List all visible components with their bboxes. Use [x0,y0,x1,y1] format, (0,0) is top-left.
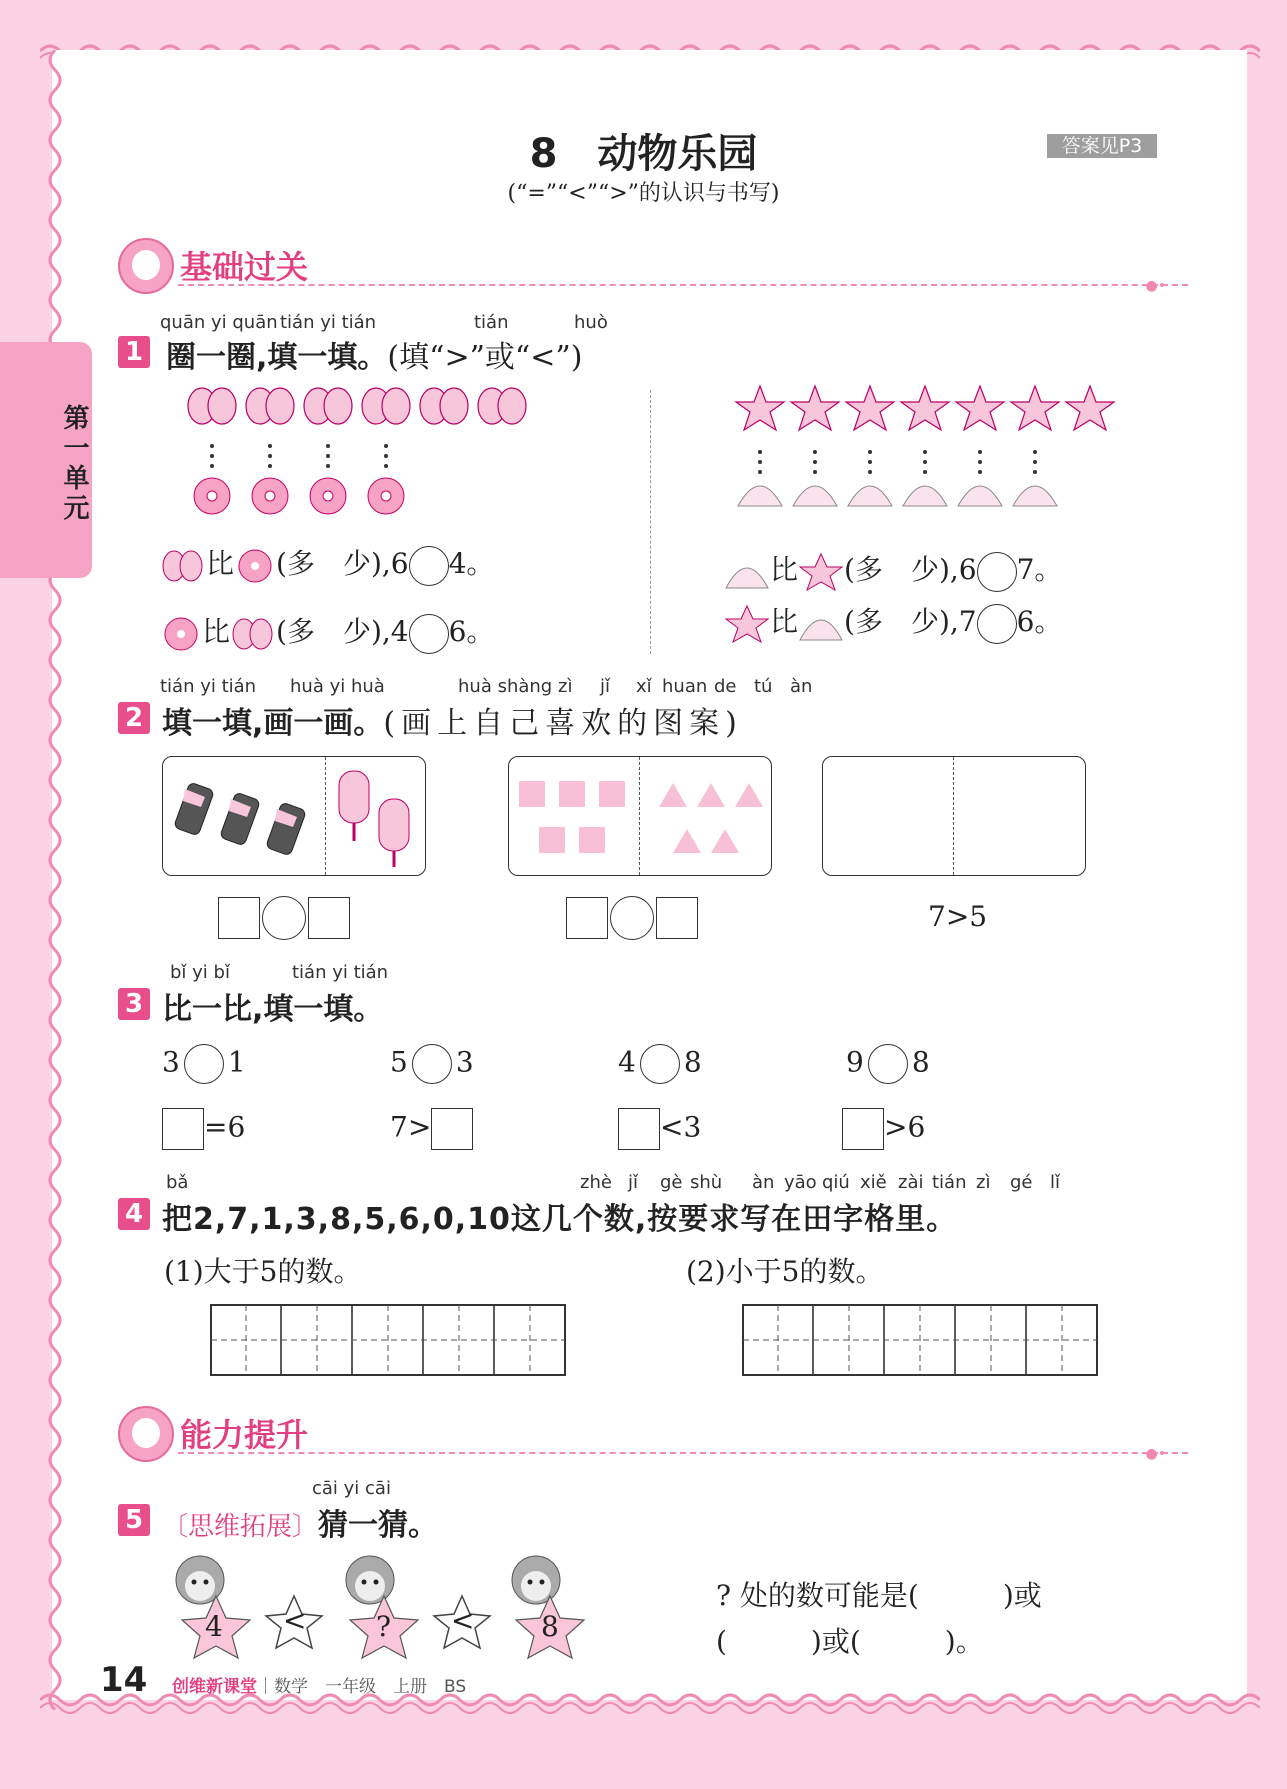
q4-pinyin-12: gé [1010,1172,1033,1193]
answer-circle[interactable] [977,552,1017,592]
question-number: 2 [118,702,150,734]
q5-line1: ? 处的数可能是( )或 [716,1579,1042,1612]
butterfly-icon [304,388,352,424]
answer-circle[interactable] [262,896,306,940]
q4-pinyin-13: lǐ [1050,1172,1061,1193]
q1-pinyin-3: tián [474,312,509,333]
q2-pinyin-2: huà yi huà [290,676,385,697]
answer-circle[interactable] [409,614,449,654]
q2-panel-2 [508,756,772,876]
q4-pinyin-8: xiě [860,1172,887,1193]
q1-note: (填“>”或“<”) [387,340,583,375]
answer-circle[interactable] [409,546,449,586]
answer-box[interactable] [431,1108,473,1150]
flower-icon [310,478,346,514]
shell-icon [958,486,1002,506]
q3-compare-1: 3 1 [162,1044,246,1084]
section-divider [178,1452,1188,1454]
monkey-icon [346,1556,394,1604]
unit-tab-label: 第一单元 [59,404,89,524]
q3-pinyin-1: bǐ yi bǐ [170,962,230,983]
q4-pinyin-1: zhè [580,1172,612,1193]
shell-icon [1013,486,1057,506]
q3-text: 比一比,填一填。 [162,992,384,1027]
q1-right-line2: 比 (多 少),7 6。 [724,600,1062,644]
starfish-icon [736,386,784,430]
q5-text: 〔思维拓展〕猜一猜。 [162,1508,439,1543]
shell-icon [903,486,947,506]
flower-icon [234,548,276,584]
q4-pinyin-3: gè [660,1172,683,1193]
question-number: 1 [118,336,150,368]
q2-panel-1 [162,756,426,876]
section-title: 能力提升 [180,1416,309,1454]
footer-info: 数学 一年级 上册 BS [274,1677,467,1697]
q3-pinyin-2: tián yi tián [292,962,389,983]
squares-triangles-illustration [509,757,771,875]
starfish-icon [1066,386,1114,430]
unit-tab [0,342,92,578]
q2-answer-2 [566,896,698,940]
starfish-icon [956,386,1004,430]
star-number-left: 4 [205,1610,223,1643]
starfish-icon [901,386,949,430]
question-number: 3 [118,988,150,1020]
q1-pinyin-2: tián yi tián [280,312,377,333]
q2-pinyin-10: àn [790,676,813,697]
butterfly-icon [420,388,468,424]
answer-circle[interactable] [868,1044,908,1084]
q2-text: 填一填,画一画。(画上自己喜欢的图案) [162,706,743,741]
starfish-icon [1011,386,1059,430]
q4-pinyin-7: qiú [822,1172,850,1193]
answer-box[interactable] [842,1108,884,1150]
starfish-icon [798,552,844,592]
q2-pinyin-9: tú [754,676,773,697]
q4-pinyin-2: jǐ [628,1172,639,1193]
section-title: 基础过关 [180,248,309,286]
question-number: 5 [118,1504,150,1536]
answer-box[interactable] [218,897,260,939]
starfish-shell-illustration [734,384,1124,524]
starfish-icon [791,386,839,430]
butterfly-icon [362,388,410,424]
q3-fill-2: 7> [390,1108,473,1150]
flower-icon [368,478,404,514]
q4-pinyin-9: zài [898,1172,924,1193]
less-than-sign-1: < [283,1604,307,1637]
dots-icon: ●• [1145,1446,1166,1462]
page-subtitle: (“=”“<”“>”的认识与书写) [507,181,780,206]
answer-reference-badge: 答案见P3 [1047,134,1157,158]
q4-pinyin-11: zì [976,1172,991,1193]
monkey-logo-icon [118,1406,174,1462]
butterfly-icon [230,616,276,652]
q2-answer-1 [218,896,350,940]
q2-panel3-label: 7>5 [928,900,988,933]
q4-pinyin-6: yāo [784,1172,817,1193]
answer-box[interactable] [656,897,698,939]
flower-icon [252,478,288,514]
q5-pinyin: cāi yi cāi [312,1478,391,1499]
footer-brand: 创维新课堂｜数学 一年级 上册 BS [172,1677,467,1697]
q3-compare-2: 5 3 [390,1044,474,1084]
q5-line2: ( )或( )。 [716,1625,984,1658]
q4-part2: (2)小于5的数。 [686,1255,884,1288]
q2-pinyin-3: huà shàng [458,676,553,697]
q4-part1: (1)大于5的数。 [164,1255,362,1288]
answer-circle[interactable] [610,896,654,940]
starfish-icon [724,604,770,644]
flower-icon [194,478,230,514]
answer-box[interactable] [308,897,350,939]
q4-pinyin-5: àn [752,1172,775,1193]
q3-compare-3: 4 8 [618,1044,702,1084]
q2-pinyin-1: tián yi tián [160,676,257,697]
q2-pinyin-5: jǐ [600,676,611,697]
q1-right-line1: 比 (多 少),6 7。 [724,548,1062,592]
starfish-icon [846,386,894,430]
shell-icon [724,554,770,590]
q2-pinyin-6: xǐ [636,676,652,697]
shell-icon [798,606,844,642]
q1-left-line2: 比 (多 少),4 6。 [160,610,494,654]
tian-grid-right[interactable] [742,1304,1100,1378]
shell-icon [738,486,782,506]
q4-pinyin-ba: bǎ [166,1172,189,1193]
butterfly-flower-illustration [180,384,540,524]
q1-pinyin-4: huò [574,312,608,333]
section-header-basic [118,238,1166,294]
q4-text: 把2,7,1,3,8,5,6,0,10这几个数,按要求写在田字格里。 [162,1202,958,1237]
q1-pinyin-1: quān yi quān [160,312,278,333]
star-number-right: 8 [541,1610,559,1643]
answer-circle[interactable] [184,1044,224,1084]
answer-circle[interactable] [640,1044,680,1084]
q3-fill-1: =6 [162,1108,245,1150]
question-number: 4 [118,1198,150,1230]
answer-circle[interactable] [412,1044,452,1084]
q2-pinyin-4: zì [558,676,573,697]
less-than-sign-2: < [451,1604,475,1637]
section-divider [178,284,1188,286]
q4-pinyin-4: shù [690,1172,723,1193]
q3-fill-4: >6 [842,1108,925,1150]
q5-tag: 〔思维拓展〕 [162,1512,319,1542]
star-number-mid: ? [376,1610,392,1643]
flower-icon [160,616,202,652]
column-divider [650,390,651,654]
wavy-border-left [40,50,70,1710]
answer-box[interactable] [162,1108,204,1150]
q2-pinyin-7: huan [662,676,708,697]
pink-popsicle-icon [333,765,423,871]
monkey-logo-icon [118,238,174,294]
answer-circle[interactable] [977,604,1017,644]
monkey-icon [512,1556,560,1604]
butterfly-icon [160,548,206,584]
tian-grid-left[interactable] [210,1304,568,1378]
q4-pinyin-10: tián [932,1172,967,1193]
q1-text: 圈一圈,填一填。(填“>”或“<”) [166,340,583,375]
q2-pinyin-8: de [714,676,737,697]
section-header-advanced [118,1406,1166,1462]
q2-note: (画上自己喜欢的图案) [383,706,743,741]
answer-box[interactable] [566,897,608,939]
q3-fill-3: <3 [618,1108,701,1150]
q3-compare-4: 9 8 [846,1044,930,1084]
page-title: 8 动物乐园 [529,131,758,177]
chocolate-popsicle-icon [171,767,321,867]
dots-icon: ●• [1145,278,1166,294]
q1-left-line1: 比 (多 少),6 4。 [160,542,494,586]
monkeys-inequality-illustration [160,1552,600,1662]
butterfly-icon [478,388,526,424]
butterfly-icon [188,388,236,424]
shell-icon [793,486,837,506]
answer-box[interactable] [618,1108,660,1150]
shell-icon [848,486,892,506]
q2-panel-3[interactable] [822,756,1086,876]
butterfly-icon [246,388,294,424]
page-number: 14 [100,1660,148,1700]
